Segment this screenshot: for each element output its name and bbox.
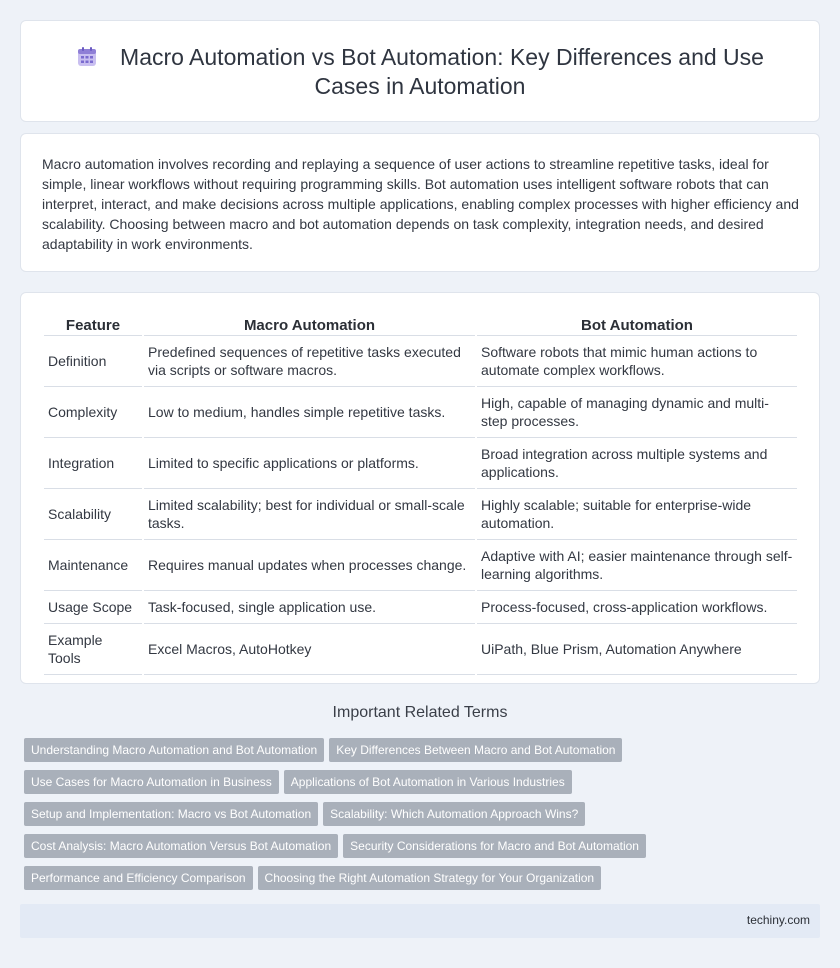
- tag-row: [24, 866, 814, 898]
- related-term-tag[interactable]: Security Considerations for Macro and Bot Automation: [343, 834, 646, 858]
- feature-cell: Integration: [44, 438, 142, 489]
- intro-card: [20, 133, 820, 272]
- related-terms-list: [24, 738, 814, 898]
- footer-bar: [20, 904, 820, 938]
- bot-cell: Process-focused, cross-application workflows.: [477, 591, 797, 624]
- table-header-row: [44, 315, 797, 336]
- macro-cell: Task-focused, single application use.: [144, 591, 475, 624]
- tag-row: [24, 770, 814, 802]
- related-term-tag[interactable]: Key Differences Between Macro and Bot Automation: [329, 738, 622, 762]
- related-term-tag[interactable]: Cost Analysis: Macro Automation Versus Bot Automation: [24, 834, 338, 858]
- bot-cell: Highly scalable; suitable for enterprise-wide automation.: [477, 489, 797, 540]
- footer-site-link[interactable]: techiny.com: [746, 913, 810, 927]
- page-title-row: [21, 43, 819, 101]
- feature-cell: Usage Scope: [44, 591, 142, 624]
- macro-cell: Low to medium, handles simple repetitive tasks.: [144, 387, 475, 438]
- bot-cell: Adaptive with AI; easier maintenance through self-learning algorithms.: [477, 540, 797, 591]
- bot-cell: Software robots that mimic human actions to automate complex workflows.: [477, 336, 797, 387]
- table-row: [44, 540, 797, 591]
- header-card: [20, 20, 820, 122]
- feature-cell: Maintenance: [44, 540, 142, 591]
- feature-cell: Complexity: [44, 387, 142, 438]
- intro-paragraph: Macro automation involves recording and replaying a sequence of user actions to streamline repetitive tasks, ideal for simple, linear workflows without requiring programming skills. Bot automation uses intelligent software robots that can interpret, interact, and make decisions across multiple applications, enabling complex processes with higher efficiency and scalability. Choosing between macro and bot automation depends on task complexity, integration needs, and desired adaptability in work environments.: [42, 156, 799, 252]
- table-row: [44, 336, 797, 387]
- table-row: [44, 591, 797, 624]
- feature-cell: Example Tools: [44, 624, 142, 675]
- feature-cell: Definition: [44, 336, 142, 387]
- macro-cell: Excel Macros, AutoHotkey: [144, 624, 475, 675]
- feature-cell: Scalability: [44, 489, 142, 540]
- bot-cell: Broad integration across multiple systems and applications.: [477, 438, 797, 489]
- macro-cell: Requires manual updates when processes change.: [144, 540, 475, 591]
- macro-cell: Predefined sequences of repetitive tasks executed via scripts or software macros.: [144, 336, 475, 387]
- page-title: Macro Automation vs Bot Automation: Key Differences and Use Cases in Automation: [120, 44, 764, 99]
- related-term-tag[interactable]: Applications of Bot Automation in Various Industries: [284, 770, 572, 794]
- related-term-tag[interactable]: Setup and Implementation: Macro vs Bot Automation: [24, 802, 318, 826]
- table-row: [44, 387, 797, 438]
- tag-row: [24, 802, 814, 834]
- related-term-tag[interactable]: Scalability: Which Automation Approach Wins?: [323, 802, 585, 826]
- calendar-icon: [76, 46, 98, 68]
- header-bot: Bot Automation: [477, 315, 797, 336]
- bot-cell: UiPath, Blue Prism, Automation Anywhere: [477, 624, 797, 675]
- bot-cell: High, capable of managing dynamic and multi-step processes.: [477, 387, 797, 438]
- header-feature: Feature: [44, 315, 142, 336]
- tag-row: [24, 834, 814, 866]
- header-macro: Macro Automation: [144, 315, 475, 336]
- comparison-table: [42, 315, 799, 675]
- related-term-tag[interactable]: Choosing the Right Automation Strategy for Your Organization: [258, 866, 602, 890]
- comparison-card: [20, 292, 820, 684]
- tag-row: [24, 738, 814, 770]
- macro-cell: Limited scalability; best for individual or small-scale tasks.: [144, 489, 475, 540]
- related-term-tag[interactable]: Use Cases for Macro Automation in Business: [24, 770, 279, 794]
- related-term-tag[interactable]: Performance and Efficiency Comparison: [24, 866, 253, 890]
- macro-cell: Limited to specific applications or platforms.: [144, 438, 475, 489]
- table-row: [44, 489, 797, 540]
- table-row: [44, 438, 797, 489]
- related-terms-title: Important Related Terms: [332, 704, 508, 721]
- table-row: [44, 624, 797, 675]
- related-term-tag[interactable]: Understanding Macro Automation and Bot Automation: [24, 738, 324, 762]
